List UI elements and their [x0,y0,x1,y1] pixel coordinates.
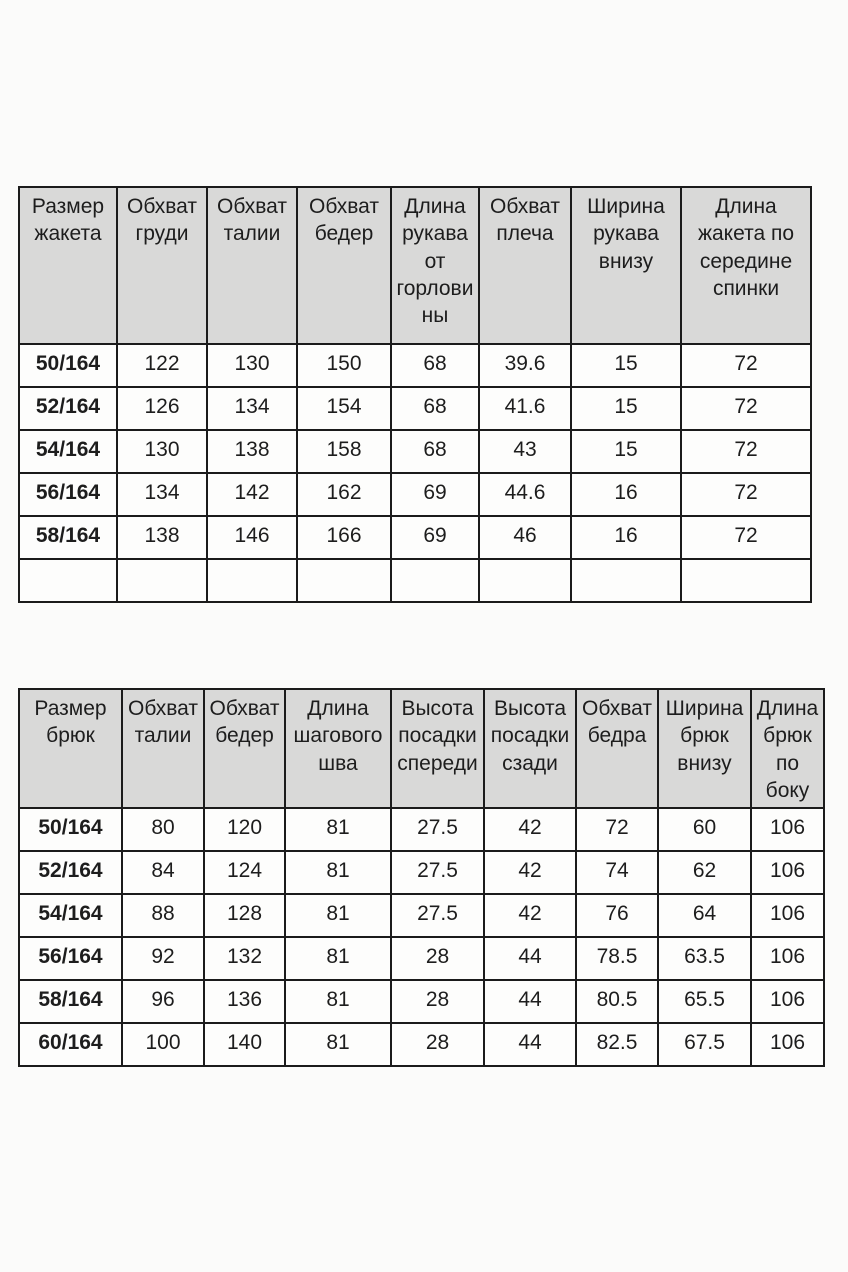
size-cell: 58/164 [19,516,117,559]
size-cell: 56/164 [19,473,117,516]
value-cell: 81 [285,808,391,851]
header-cell: Обхват талии [207,187,297,344]
value-cell: 74 [576,851,658,894]
header-cell: Ширина брюк внизу [658,689,751,808]
header-cell: Обхват бедра [576,689,658,808]
value-cell: 92 [122,937,204,980]
header-cell: Обхват бедер [297,187,391,344]
header-cell: Длина шагового шва [285,689,391,808]
value-cell: 28 [391,937,484,980]
value-cell: 72 [681,387,811,430]
table-row [19,344,811,387]
size-cell: 60/164 [19,1023,122,1066]
value-cell: 68 [391,387,479,430]
header-cell: Размер брюк [19,689,122,808]
value-cell: 140 [204,1023,285,1066]
size-cell: 56/164 [19,937,122,980]
header-cell: Высота посадки спереди [391,689,484,808]
value-cell: 84 [122,851,204,894]
value-cell: 124 [204,851,285,894]
value-cell: 96 [122,980,204,1023]
value-cell: 27.5 [391,851,484,894]
value-cell: 138 [207,430,297,473]
header-cell: Ширина рукава внизу [571,187,681,344]
value-cell: 132 [204,937,285,980]
value-cell: 142 [207,473,297,516]
table-row [19,851,824,894]
value-cell: 158 [297,430,391,473]
value-cell: 15 [571,430,681,473]
value-cell: 72 [576,808,658,851]
table-row [19,559,811,602]
value-cell: 72 [681,430,811,473]
value-cell: 146 [207,516,297,559]
value-cell [297,559,391,602]
value-cell: 72 [681,473,811,516]
header-row [19,187,811,344]
table-row [19,1023,824,1066]
value-cell: 81 [285,1023,391,1066]
value-cell: 166 [297,516,391,559]
size-cell: 54/164 [19,894,122,937]
value-cell: 69 [391,516,479,559]
value-cell: 138 [117,516,207,559]
value-cell: 106 [751,851,824,894]
table-row [19,430,811,473]
value-cell: 27.5 [391,894,484,937]
value-cell: 72 [681,344,811,387]
value-cell: 15 [571,387,681,430]
value-cell: 27.5 [391,808,484,851]
size-cell: 50/164 [19,344,117,387]
value-cell: 150 [297,344,391,387]
value-cell: 136 [204,980,285,1023]
value-cell: 44.6 [479,473,571,516]
header-cell: Длина жакета по середине спинки [681,187,811,344]
trousers-size-table [18,688,825,1067]
value-cell: 67.5 [658,1023,751,1066]
value-cell: 41.6 [479,387,571,430]
value-cell: 154 [297,387,391,430]
value-cell: 64 [658,894,751,937]
value-cell: 68 [391,344,479,387]
value-cell: 42 [484,851,576,894]
value-cell: 134 [117,473,207,516]
value-cell: 78.5 [576,937,658,980]
value-cell: 63.5 [658,937,751,980]
header-cell: Обхват груди [117,187,207,344]
value-cell: 28 [391,980,484,1023]
value-cell: 72 [681,516,811,559]
table-row [19,387,811,430]
value-cell: 15 [571,344,681,387]
value-cell: 68 [391,430,479,473]
value-cell: 134 [207,387,297,430]
value-cell: 44 [484,937,576,980]
value-cell: 76 [576,894,658,937]
value-cell: 106 [751,1023,824,1066]
value-cell: 62 [658,851,751,894]
value-cell: 126 [117,387,207,430]
header-cell: Длина брюк по боку [751,689,824,808]
value-cell: 16 [571,516,681,559]
jacket-size-table [18,186,812,603]
header-cell: Обхват бедер [204,689,285,808]
value-cell: 81 [285,980,391,1023]
header-cell: Высота посадки сзади [484,689,576,808]
value-cell: 65.5 [658,980,751,1023]
table-row [19,473,811,516]
value-cell: 122 [117,344,207,387]
value-cell: 130 [207,344,297,387]
value-cell: 80.5 [576,980,658,1023]
value-cell: 88 [122,894,204,937]
value-cell: 100 [122,1023,204,1066]
value-cell [571,559,681,602]
size-cell [19,559,117,602]
value-cell: 81 [285,937,391,980]
size-cell: 52/164 [19,387,117,430]
value-cell: 81 [285,851,391,894]
value-cell [391,559,479,602]
value-cell: 69 [391,473,479,516]
header-cell: Обхват талии [122,689,204,808]
value-cell: 82.5 [576,1023,658,1066]
value-cell: 106 [751,894,824,937]
value-cell: 43 [479,430,571,473]
size-cell: 52/164 [19,851,122,894]
value-cell: 39.6 [479,344,571,387]
table-row [19,516,811,559]
value-cell: 128 [204,894,285,937]
value-cell [479,559,571,602]
value-cell: 80 [122,808,204,851]
value-cell: 106 [751,808,824,851]
value-cell [117,559,207,602]
value-cell: 81 [285,894,391,937]
value-cell [207,559,297,602]
value-cell: 60 [658,808,751,851]
value-cell: 130 [117,430,207,473]
header-cell: Размер жакета [19,187,117,344]
value-cell [681,559,811,602]
size-cell: 50/164 [19,808,122,851]
table-row [19,980,824,1023]
table-row [19,937,824,980]
value-cell: 162 [297,473,391,516]
table-row [19,808,824,851]
value-cell: 120 [204,808,285,851]
value-cell: 106 [751,980,824,1023]
header-cell: Обхват плеча [479,187,571,344]
table-row [19,894,824,937]
value-cell: 44 [484,980,576,1023]
value-cell: 16 [571,473,681,516]
header-cell: Длина рукава от горловины [391,187,479,344]
value-cell: 44 [484,1023,576,1066]
value-cell: 106 [751,937,824,980]
size-cell: 54/164 [19,430,117,473]
size-cell: 58/164 [19,980,122,1023]
value-cell: 28 [391,1023,484,1066]
value-cell: 42 [484,894,576,937]
value-cell: 42 [484,808,576,851]
value-cell: 46 [479,516,571,559]
header-row [19,689,824,808]
